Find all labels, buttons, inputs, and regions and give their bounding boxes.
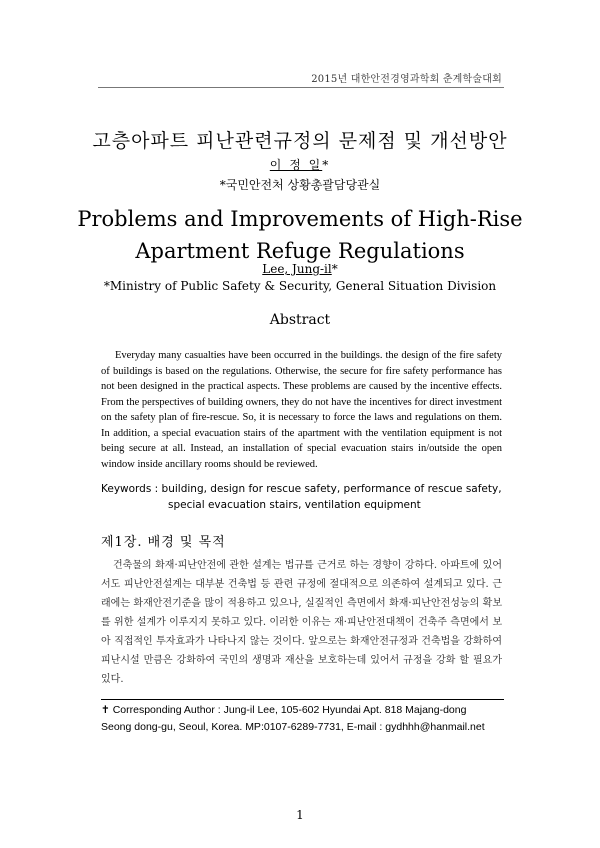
- keywords-label: Keywords :: [101, 483, 159, 495]
- korean-title: 고층아파트 피난관련규정의 문제점 및 개선방안: [92, 130, 508, 152]
- abstract-heading: Abstract: [269, 312, 331, 328]
- english-title-line2: Apartment Refuge Regulations: [135, 239, 465, 263]
- page-number: 1: [296, 808, 304, 822]
- english-author-name: Lee, Jung-il: [262, 262, 332, 276]
- abstract-text: Everyday many casualties have been occurred in the buildings. the design of the fire safety of buildings is based on the regulations. Otherwise, the secure for fire safety performance has not been designed in the practical aspects. These problems are caused by the incentive effects. From the perspectives of building owners, they do not have the incentives for direct investment on the safety plan of fire-rescue. So, it is necessary to force the laws and regulations on them. In addition, a special evacuation stairs of the apartment with the ventilation equipment is not being secure at all. Instead, an installation of special evacuation stairs in/outside the open window inside ancillary rooms should be reviewed.: [101, 350, 502, 470]
- english-affiliation: *Ministry of Public Safety & Security, General Situation Division: [103, 279, 497, 293]
- english-title: [0, 203, 600, 267]
- english-title-line1: Problems and Improvements of High-Rise: [77, 207, 523, 231]
- korean-author-mark: *: [322, 158, 331, 172]
- footnote-line2: Seong dong-gu, Seoul, Korea. MP:0107-6289-7731, E-mail : gydhhh@hanmail.net: [101, 721, 485, 733]
- section-heading: 제1장. 배경 및 목적: [101, 535, 226, 550]
- keywords-line2: special evacuation stairs, ventilation equipment: [168, 499, 421, 511]
- section-body: 건축물의 화재·피난안전에 관한 설계는 법규를 근거로 하는 경향이 강하다. 아파트에 있어서도 피난안전설계는 대부분 건축법 등 관련 규정에 절대적으로 의존하여 설계되고 있다. 근래에는 화재안전기준을 많이 적용하고 있으나, 실질적인 측면에서 화재·피난안전성능의 확보를 위한 설계가 이루지지 못하고 있다. 이러한 이유는 재·피난안전대책이 건축주 측면에서 보아 직접적인 투자효과가 나타나지 않는 것이다. 앞으로는 화재안전규정과 건축법을 강화하여 피난시설 만큼은 강화하여 국민의 생명과 재산을 보호하는데 있어서 규정을 강화 할 필요가 있다.: [101, 560, 502, 685]
- header-rule: [98, 87, 504, 88]
- english-author: [0, 262, 600, 276]
- korean-author: [0, 156, 600, 173]
- korean-author-name: 이 정 일: [269, 158, 323, 172]
- footnote: [101, 702, 511, 736]
- keywords-line1: building, design for rescue safety, performance of rescue safety,: [161, 483, 502, 495]
- running-head: 2015년 대한안전경영과학회 춘계학술대회: [311, 74, 502, 85]
- keywords: [101, 481, 521, 513]
- korean-affiliation: *국민안전처 상황총괄담당관실: [219, 178, 381, 192]
- footnote-line1: ✝ Corresponding Author : Jung-il Lee, 105-602 Hyundai Apt. 818 Majang-dong: [101, 704, 467, 716]
- english-author-mark: *: [331, 262, 338, 276]
- footnote-rule: [101, 699, 504, 700]
